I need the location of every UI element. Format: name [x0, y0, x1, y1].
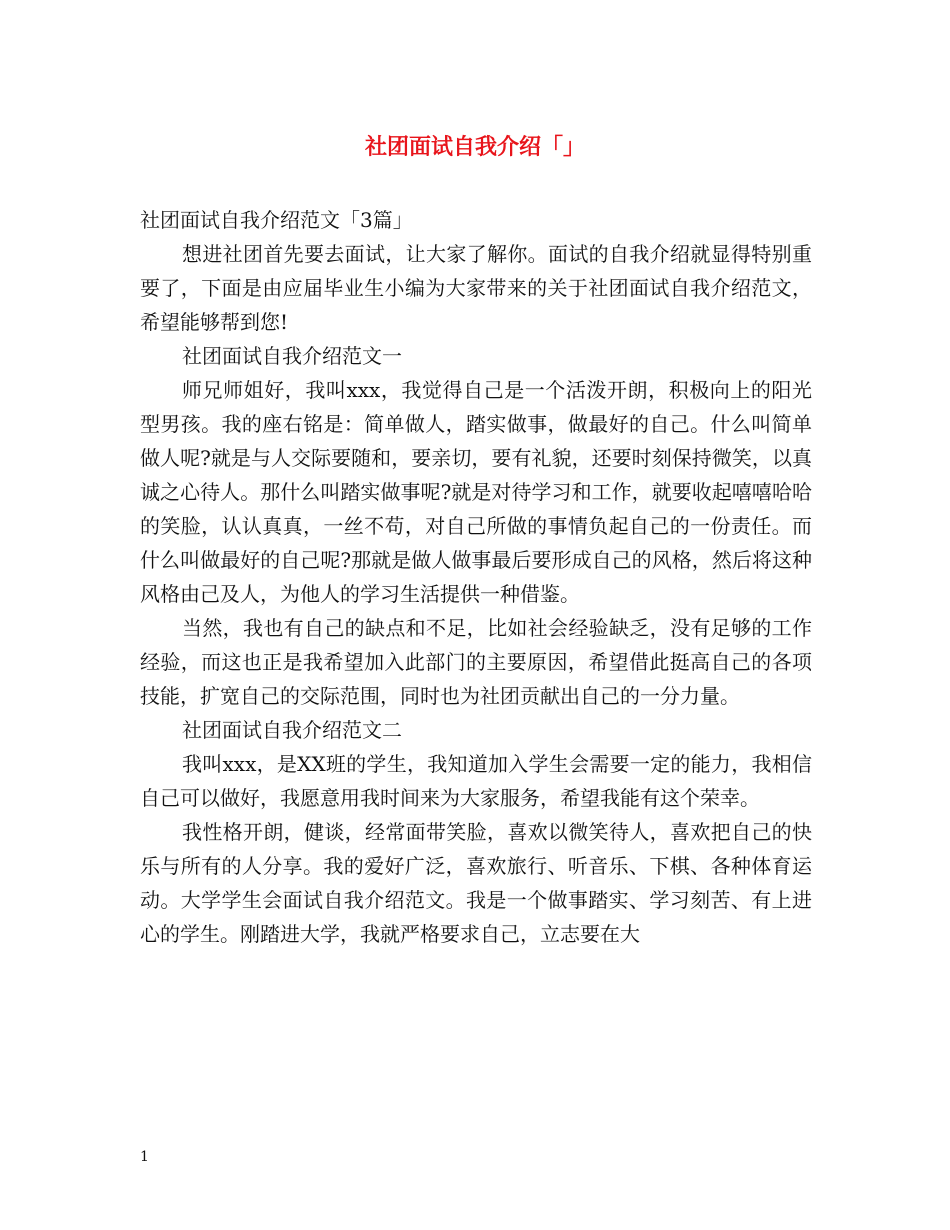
paragraph: 想进社团首先要去面试，让大家了解你。面试的自我介绍就显得特别重要了，下面是由应届毕业生小编为大家带来的关于社团面试自我介绍范文，希望能够帮到您! — [140, 242, 812, 334]
paragraph: 当然，我也有自己的缺点和不足，比如社会经验缺乏，没有足够的工作经验，而这也正是我希望加入此部门的主要原因，希望借此挺高自己的各项技能，扩宽自己的交际范围，同时也为社团贡献出自己的一分力量。 — [140, 616, 812, 708]
paragraph: 我叫xxx，是XX班的学生，我知道加入学生会需要一定的能力，我相信自己可以做好，我愿意用我时间来为大家服务，希望我能有这个荣幸。 — [140, 752, 812, 810]
paragraph: 师兄师姐好，我叫xxx，我觉得自己是一个活泼开朗，积极向上的阳光型男孩。我的座右铭是：简单做人，踏实做事，做最好的自己。什么叫简单做人呢?就是与人交际要随和，要亲切，要有礼貌，还要时刻保持微笑，以真诚之心待人。那什么叫踏实做事呢?就是对待学习和工作，就要收起嘻嘻哈哈的笑脸，认认真真，一丝不苟，对自己所做的事情负起自己的一份责任。而什么叫做最好的自己呢?那就是做人做事最后要形成自己的风格，然后将这种风格由己及人，为他人的学习生活提供一种借鉴。 — [140, 378, 812, 606]
section-heading: 社团面试自我介绍范文二 — [182, 718, 402, 742]
paragraph: 社团面试自我介绍范文「3篇」 — [140, 208, 413, 232]
document-body — [140, 203, 812, 951]
document-title: 社团面试自我介绍「」 — [364, 134, 585, 160]
section-heading: 社团面试自我介绍范文一 — [182, 344, 402, 368]
paragraph: 我性格开朗，健谈，经常面带笑脸，喜欢以微笑待人，喜欢把自己的快乐与所有的人分享。我的爱好广泛，喜欢旅行、听音乐、下棋、各种体育运动。大学学生会面试自我介绍范文。我是一个做事踏实、学习刻苦、有上进心的学生。刚踏进大学，我就严格要求自己，立志要在大 — [140, 820, 812, 946]
page-number: 1 — [140, 1149, 149, 1165]
